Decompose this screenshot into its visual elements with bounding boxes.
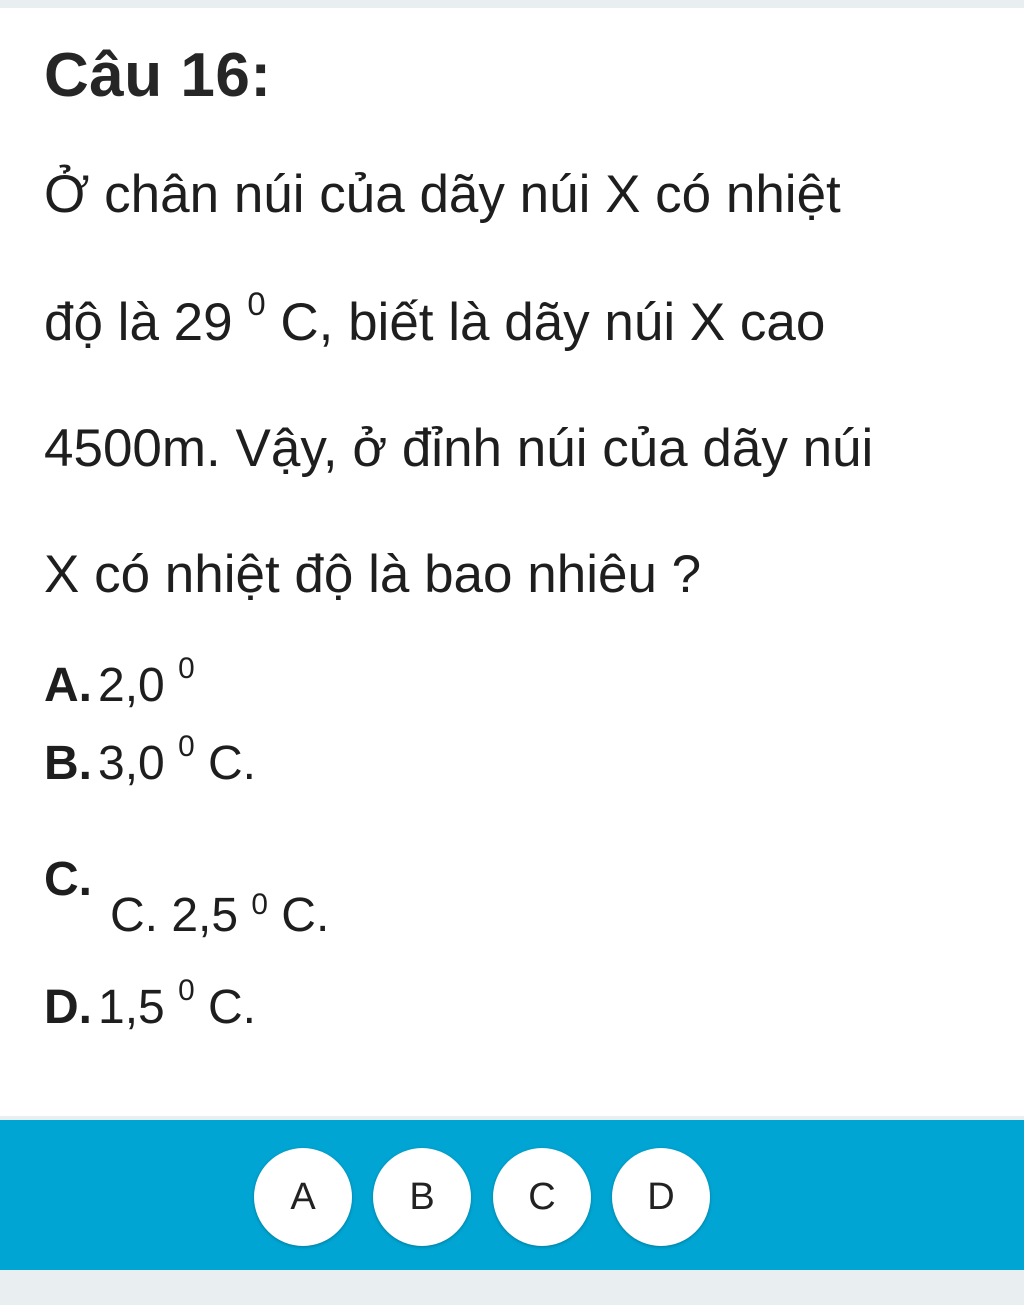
option-a-value: 2,0: [98, 659, 165, 712]
answer-button-b[interactable]: B: [373, 1148, 471, 1246]
option-b-degree: 0: [178, 730, 195, 764]
option-d-degree: 0: [178, 974, 195, 1008]
option-b-suffix: C.: [194, 737, 256, 790]
question-line-2-pre: độ là 29: [44, 293, 233, 352]
option-d-value: 1,5: [98, 981, 165, 1034]
option-c-text: [110, 888, 330, 942]
option-a-degree: 0: [178, 652, 195, 686]
question-title: Câu 16:: [44, 41, 272, 110]
option-a-letter: A.: [44, 659, 92, 712]
option-b-value: 3,0: [98, 737, 165, 790]
degree-superscript: 0: [247, 284, 266, 322]
bottom-strip: [0, 1270, 1024, 1305]
option-d-suffix: C.: [194, 981, 256, 1034]
answer-button-c[interactable]: C: [493, 1148, 591, 1246]
option-b: [44, 730, 256, 790]
option-c-letter: C.: [44, 853, 92, 906]
option-c-suffix: C.: [267, 889, 330, 942]
option-d: [44, 974, 256, 1034]
answer-button-d[interactable]: D: [612, 1148, 710, 1246]
question-line-4: X có nhiệt độ là bao nhiêu ?: [44, 545, 702, 604]
option-b-letter: B.: [44, 737, 92, 790]
question-line-3: 4500m. Vậy, ở đỉnh núi của dãy núi: [44, 419, 874, 478]
question-line-2: [44, 284, 826, 352]
question-line-1: Ở chân núi của dãy núi X có nhiệt: [44, 165, 841, 224]
option-d-letter: D.: [44, 981, 92, 1034]
question-line-2-post: C, biết là dãy núi X cao: [265, 293, 826, 352]
option-c-degree: 0: [251, 888, 268, 921]
answer-button-a[interactable]: A: [254, 1148, 352, 1246]
option-c: [44, 853, 98, 906]
option-c-value: C. 2,5: [110, 889, 239, 942]
option-a: [44, 652, 195, 712]
